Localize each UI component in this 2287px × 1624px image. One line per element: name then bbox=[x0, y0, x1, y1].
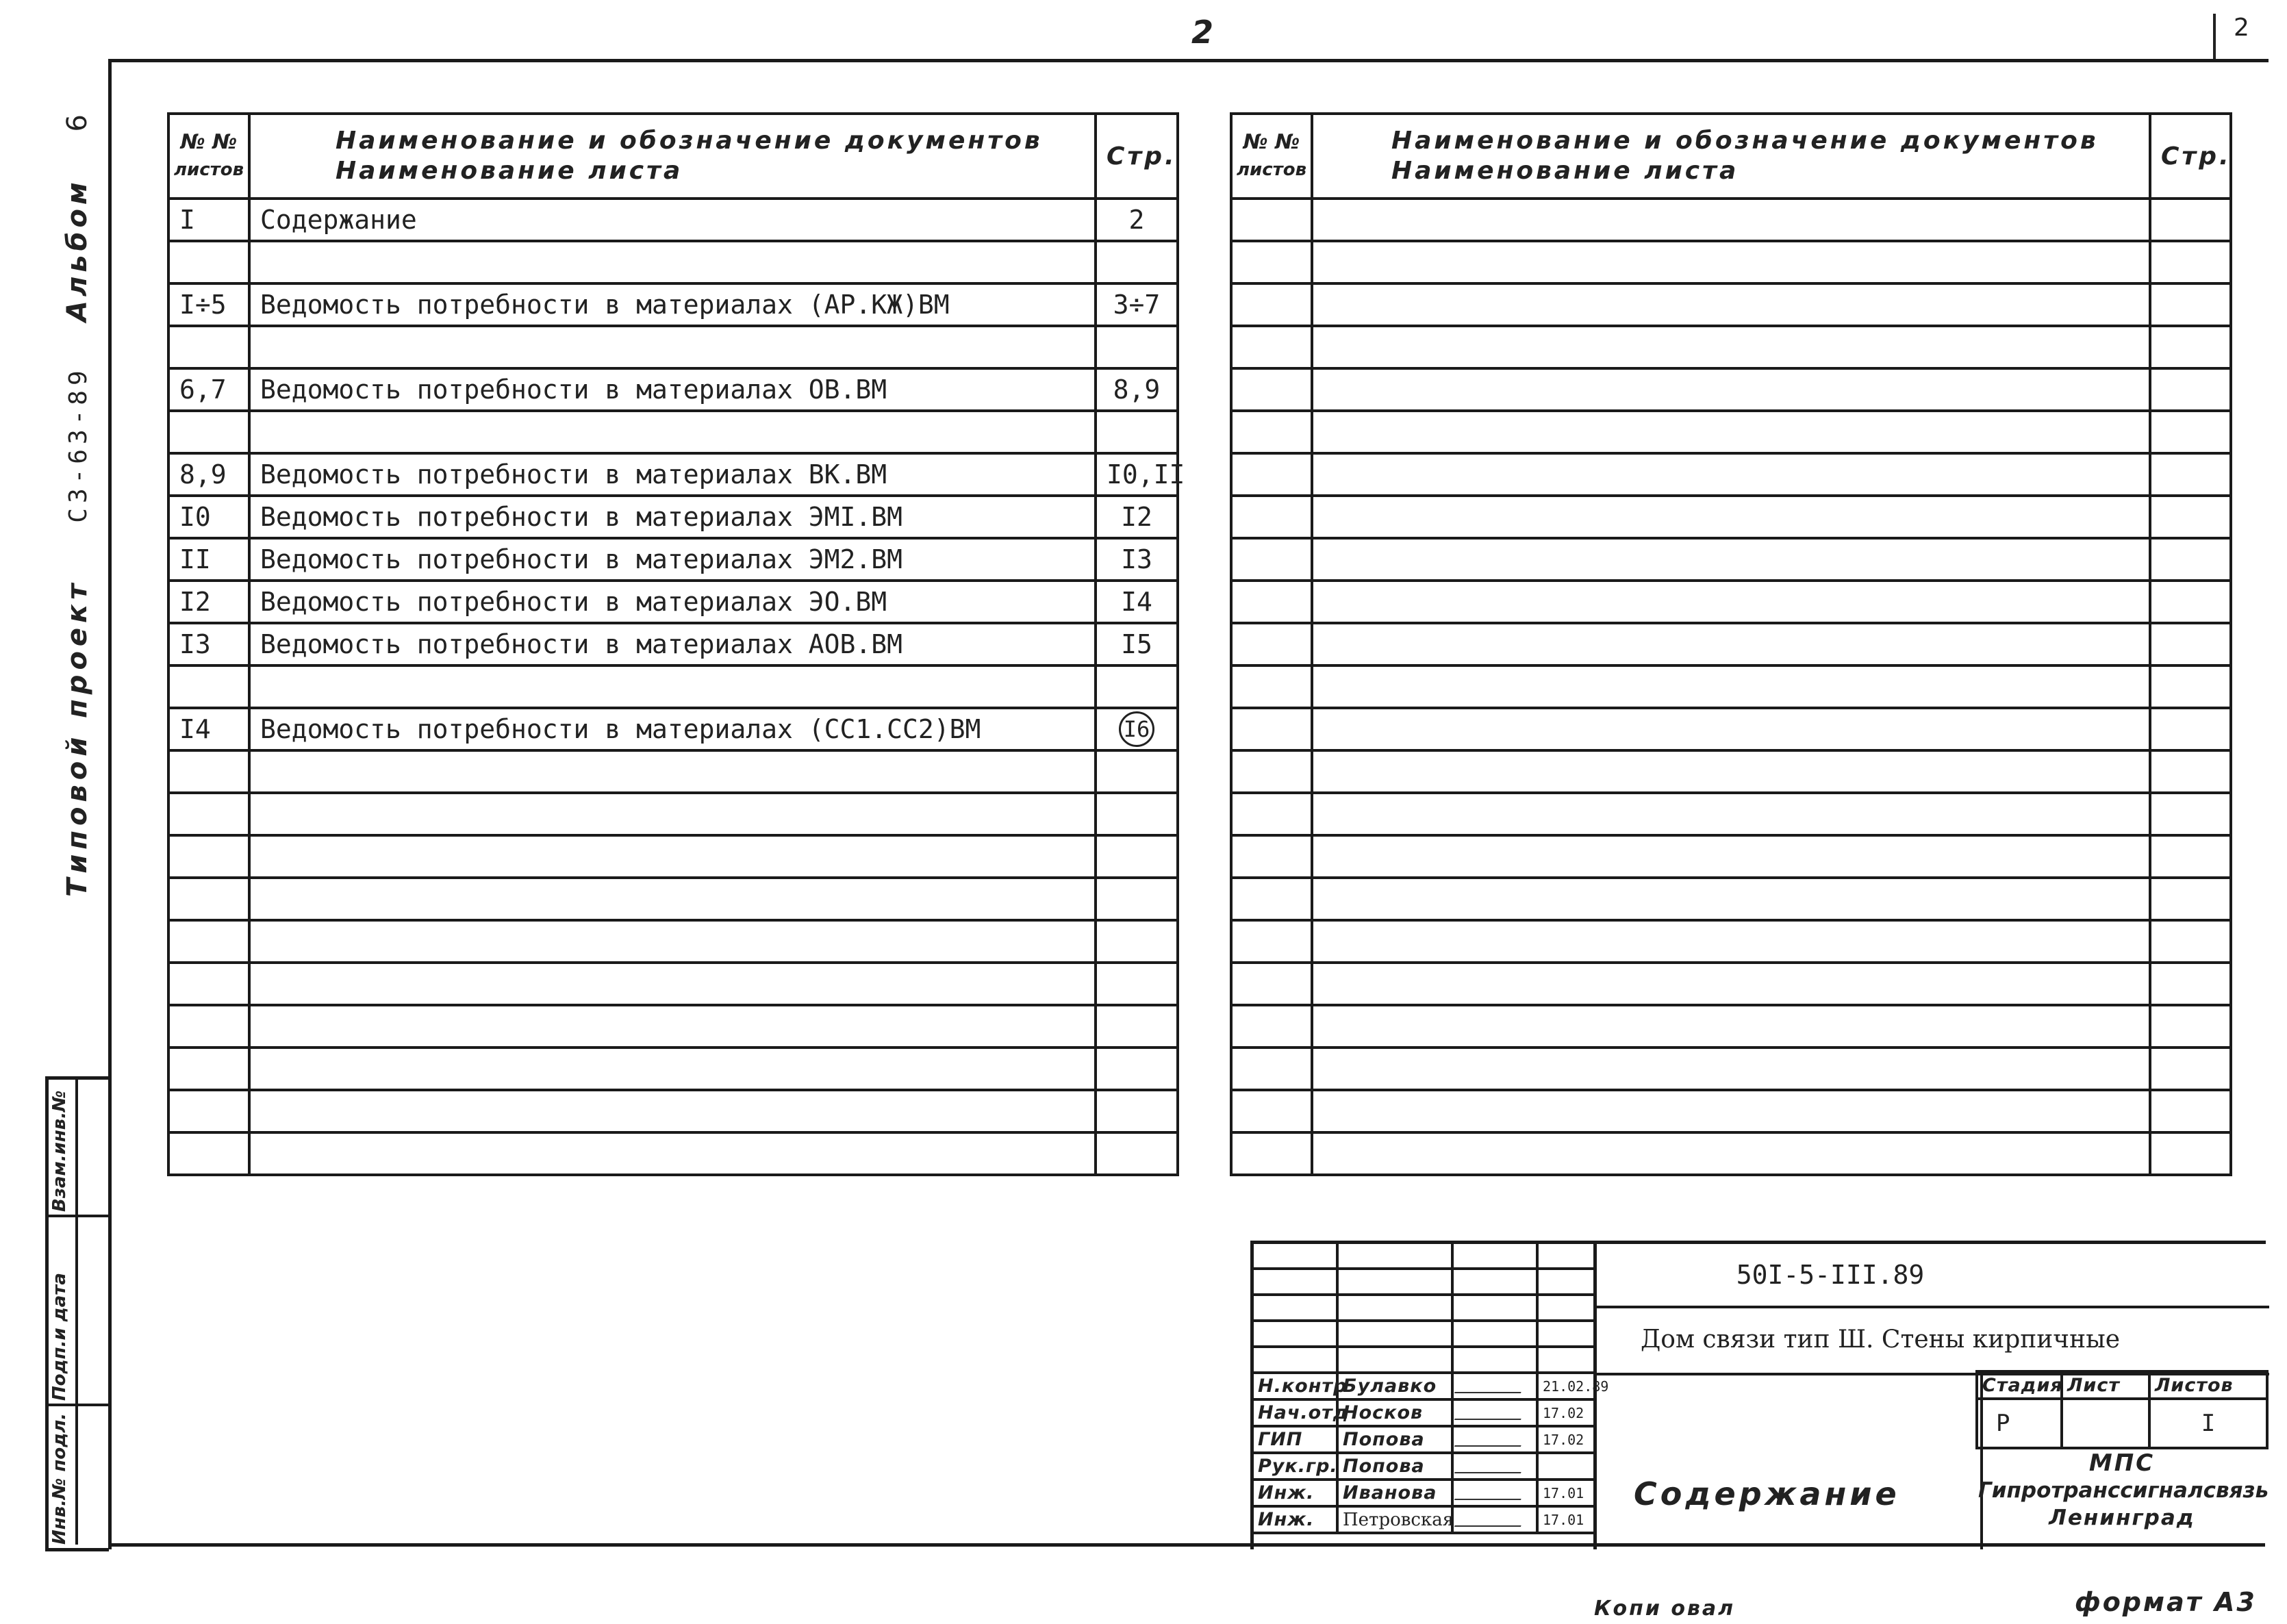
table-row bbox=[1231, 326, 2231, 368]
page-cell bbox=[2150, 920, 2231, 963]
table-row bbox=[168, 411, 1178, 453]
signature-date: 21.02.89 bbox=[1537, 1373, 1595, 1399]
table-row bbox=[1231, 1090, 2231, 1132]
document-name-cell bbox=[1312, 708, 2150, 750]
document-name-cell bbox=[249, 326, 1096, 368]
side-project-label bbox=[62, 366, 93, 897]
header-sheet-no-line1: № № bbox=[1243, 130, 1300, 154]
signature-row bbox=[1252, 1399, 1595, 1426]
album-number: 6 bbox=[62, 110, 93, 132]
page-cell bbox=[2150, 963, 2231, 1005]
sheet-no-cell: I4 bbox=[168, 708, 249, 750]
header-document-name bbox=[1312, 114, 2150, 199]
header-page: Стр. bbox=[2150, 114, 2231, 199]
page-cell bbox=[1096, 326, 1178, 368]
sheet-no-cell bbox=[1231, 581, 1312, 623]
document-name-cell: Содержание bbox=[249, 199, 1096, 241]
table-row bbox=[168, 241, 1178, 283]
document-name-cell: Ведомость потребности в материалах АОВ.ВМ bbox=[249, 623, 1096, 665]
sheet-no-cell bbox=[1231, 326, 1312, 368]
table-row bbox=[1231, 665, 2231, 708]
signature-name: Попова bbox=[1337, 1426, 1452, 1453]
signature-role: Инж. bbox=[1252, 1506, 1337, 1533]
sheet-no-cell: I÷5 bbox=[168, 283, 249, 326]
document-name-cell bbox=[1312, 1048, 2150, 1090]
sheet-no-cell bbox=[168, 963, 249, 1005]
signature-role: Нач.отд bbox=[1252, 1399, 1337, 1426]
sheet-no-cell bbox=[1231, 538, 1312, 581]
document-name-cell: Ведомость потребности в материалах (СС1.СС2)ВМ bbox=[249, 708, 1096, 750]
signature-name: Петровская bbox=[1337, 1506, 1452, 1533]
page-cell bbox=[1096, 708, 1178, 750]
document-name-cell bbox=[249, 1090, 1096, 1132]
side-stamp-divider-1 bbox=[45, 1215, 108, 1217]
sheet-no-cell bbox=[1231, 283, 1312, 326]
sheet-no-cell bbox=[1231, 708, 1312, 750]
document-name-cell bbox=[249, 750, 1096, 793]
table-row bbox=[1231, 793, 2231, 835]
sheet-no-cell bbox=[1231, 1048, 1312, 1090]
footer-copy-note: Копи овал bbox=[1594, 1597, 1736, 1621]
side-album-label bbox=[62, 110, 93, 322]
org-line2: Гипротранссигналсвязь bbox=[1978, 1478, 2269, 1503]
page-cell bbox=[1096, 963, 1178, 1005]
header-name-line2: Наименование листа bbox=[336, 157, 683, 185]
title-block-designation-cell bbox=[1593, 1244, 2269, 1308]
page-cell bbox=[2150, 411, 2231, 453]
page-cell: I2 bbox=[1096, 496, 1178, 538]
side-stamp-column-line bbox=[75, 1076, 78, 1545]
sheet-no-cell bbox=[1231, 665, 1312, 708]
document-name-cell bbox=[1312, 411, 2150, 453]
sheet-no-cell bbox=[168, 920, 249, 963]
stage-value: Р bbox=[1977, 1399, 2062, 1448]
signature-mark bbox=[1452, 1453, 1537, 1480]
top-page-number: 2 bbox=[1191, 14, 1214, 51]
signature-name: Булавко bbox=[1337, 1373, 1452, 1399]
document-name-cell bbox=[1312, 793, 2150, 835]
side-field-podp: Подп.и дата bbox=[49, 1273, 70, 1401]
page-cell bbox=[2150, 538, 2231, 581]
sheet-no-cell bbox=[168, 1132, 249, 1175]
table-row bbox=[168, 623, 1178, 665]
document-name-cell: Ведомость потребности в материалах ОВ.ВМ bbox=[249, 368, 1096, 411]
title-block-object-cell bbox=[1593, 1306, 2269, 1375]
sheet-value bbox=[2062, 1399, 2149, 1448]
document-name-cell bbox=[249, 878, 1096, 920]
handwritten-signature bbox=[1454, 1481, 1528, 1500]
handwritten-signature bbox=[1454, 1374, 1528, 1393]
table-row bbox=[168, 963, 1178, 1005]
table-row bbox=[1231, 368, 2231, 411]
sheet-no-cell bbox=[1231, 453, 1312, 496]
document-name-cell bbox=[1312, 920, 2150, 963]
table-row bbox=[168, 453, 1178, 496]
signature-mark bbox=[1452, 1373, 1537, 1399]
signature-name: Носков bbox=[1337, 1399, 1452, 1426]
signature-mark bbox=[1452, 1506, 1537, 1533]
document-name-cell bbox=[249, 411, 1096, 453]
sheet-no-cell bbox=[1231, 835, 1312, 878]
sheet-no-cell bbox=[168, 750, 249, 793]
handwritten-signature bbox=[1454, 1508, 1528, 1527]
title-block-people bbox=[1252, 1373, 1609, 1533]
object-name: Дом связи тип Ш. Стены кирпичные bbox=[1641, 1325, 2121, 1354]
header-name-line2: Наименование листа bbox=[1391, 157, 1739, 185]
sheet-no-cell bbox=[168, 241, 249, 283]
signature-date: 17.01 bbox=[1537, 1506, 1595, 1533]
table-row bbox=[168, 1132, 1178, 1175]
corner-page-number: 2 bbox=[2234, 14, 2249, 42]
handwritten-signature bbox=[1454, 1454, 1528, 1473]
title-block-stage-table bbox=[1975, 1370, 2269, 1449]
table-row bbox=[1231, 453, 2231, 496]
signature-row bbox=[1252, 1373, 1595, 1399]
sheet-no-cell bbox=[1231, 793, 1312, 835]
document-name-cell bbox=[1312, 581, 2150, 623]
page-cell: I4 bbox=[1096, 581, 1178, 623]
page-cell bbox=[2150, 1048, 2231, 1090]
document-name-cell bbox=[1312, 199, 2150, 241]
page-cell bbox=[2150, 835, 2231, 878]
table-row bbox=[1231, 750, 2231, 793]
signature-date: 17.01 bbox=[1537, 1480, 1595, 1506]
title-block-signatures bbox=[1251, 1241, 1609, 1534]
sheet-no-cell bbox=[168, 1005, 249, 1048]
sheet-label: Лист bbox=[2062, 1371, 2149, 1399]
sheet-no-cell bbox=[1231, 199, 1312, 241]
signature-role: Рук.гр. bbox=[1252, 1453, 1337, 1480]
table-row bbox=[168, 708, 1178, 750]
page-cell bbox=[1096, 665, 1178, 708]
table-row bbox=[1231, 283, 2231, 326]
table-row bbox=[1231, 878, 2231, 920]
sheet-no-cell bbox=[1231, 1132, 1312, 1175]
page-cell bbox=[1096, 1005, 1178, 1048]
sheet-no-cell: I3 bbox=[168, 623, 249, 665]
table-row bbox=[168, 283, 1178, 326]
document-name-cell bbox=[1312, 623, 2150, 665]
right-table-header bbox=[1231, 114, 2231, 199]
sheets-label: Листов bbox=[2149, 1371, 2267, 1399]
table-row bbox=[168, 665, 1178, 708]
signature-mark bbox=[1452, 1399, 1537, 1426]
table-row bbox=[168, 920, 1178, 963]
page-cell: 2 bbox=[1096, 199, 1178, 241]
document-name-cell bbox=[1312, 1132, 2150, 1175]
document-name-cell: Ведомость потребности в материалах ЭО.ВМ bbox=[249, 581, 1096, 623]
sheet-no-cell bbox=[168, 326, 249, 368]
page-cell bbox=[2150, 623, 2231, 665]
project-code: С3-63-89 bbox=[64, 366, 92, 523]
page-cell: I5 bbox=[1096, 623, 1178, 665]
document-name-cell bbox=[1312, 496, 2150, 538]
page-cell bbox=[2150, 878, 2231, 920]
document-name-cell bbox=[249, 1132, 1096, 1175]
left-table-header bbox=[168, 114, 1178, 199]
side-field-inv: Инв.№ подл. bbox=[49, 1412, 70, 1545]
page-cell bbox=[2150, 199, 2231, 241]
document-name-cell bbox=[1312, 326, 2150, 368]
sheet-no-cell bbox=[1231, 963, 1312, 1005]
org-line3: Ленинград bbox=[2049, 1506, 2195, 1530]
document-name-cell: Ведомость потребности в материалах (АР.КЖ)ВМ bbox=[249, 283, 1096, 326]
sheet-no-cell: I0 bbox=[168, 496, 249, 538]
header-name-line1: Наименование и обозначение документов bbox=[336, 127, 1043, 155]
page-cell bbox=[2150, 496, 2231, 538]
page-cell bbox=[1096, 750, 1178, 793]
table-row bbox=[1231, 241, 2231, 283]
left-table-body bbox=[168, 199, 1185, 1175]
handwritten-signature bbox=[1454, 1401, 1528, 1420]
document-name-cell bbox=[249, 1048, 1096, 1090]
sheet-no-cell bbox=[1231, 241, 1312, 283]
table-row bbox=[1231, 1132, 2231, 1175]
document-name-cell bbox=[249, 665, 1096, 708]
signature-row bbox=[1252, 1506, 1595, 1533]
title-block bbox=[1250, 1241, 2269, 1549]
page-cell: I3 bbox=[1096, 538, 1178, 581]
right-contents-table bbox=[1230, 112, 2232, 1176]
table-row bbox=[1231, 963, 2231, 1005]
sheet-no-cell bbox=[168, 1090, 249, 1132]
page-cell bbox=[2150, 1132, 2231, 1175]
sheet-no-cell bbox=[1231, 411, 1312, 453]
sheet-no-cell: 6,7 bbox=[168, 368, 249, 411]
page-cell bbox=[1096, 835, 1178, 878]
table-row bbox=[1231, 411, 2231, 453]
table-row bbox=[1231, 1005, 2231, 1048]
document-name-cell bbox=[1312, 878, 2150, 920]
table-row bbox=[168, 1048, 1178, 1090]
signature-role: Инж. bbox=[1252, 1480, 1337, 1506]
document-name-cell bbox=[249, 920, 1096, 963]
document-name-cell bbox=[1312, 1090, 2150, 1132]
table-row bbox=[168, 496, 1178, 538]
header-sheet-no bbox=[168, 114, 249, 199]
document-name-cell bbox=[1312, 750, 2150, 793]
right-table-body bbox=[1231, 199, 2231, 1175]
signature-mark bbox=[1452, 1480, 1537, 1506]
page-cell bbox=[2150, 1090, 2231, 1132]
page-cell bbox=[1096, 241, 1178, 283]
page-cell bbox=[1096, 878, 1178, 920]
header-sheet-no-line2: листов bbox=[1236, 160, 1307, 180]
sheet-no-cell: II bbox=[168, 538, 249, 581]
table-row bbox=[1231, 708, 2231, 750]
page-cell bbox=[2150, 453, 2231, 496]
side-field-vzam: Взам.инв.№ bbox=[49, 1090, 70, 1212]
page-cell bbox=[1096, 411, 1178, 453]
sheet-no-cell bbox=[168, 411, 249, 453]
page-cell bbox=[2150, 241, 2231, 283]
table-row bbox=[168, 538, 1178, 581]
signature-row bbox=[1252, 1480, 1595, 1506]
sheet-no-cell bbox=[1231, 750, 1312, 793]
table-row bbox=[168, 581, 1178, 623]
document-name-cell bbox=[249, 793, 1096, 835]
table-row bbox=[1231, 1048, 2231, 1090]
header-sheet-no-line2: листов bbox=[173, 160, 244, 180]
sheet-no-cell: I2 bbox=[168, 581, 249, 623]
sheets-value: I bbox=[2149, 1399, 2267, 1448]
sheet-no-cell bbox=[168, 878, 249, 920]
signature-date bbox=[1537, 1453, 1595, 1480]
table-row bbox=[1231, 581, 2231, 623]
page-cell bbox=[1096, 1048, 1178, 1090]
sheet-no-cell bbox=[168, 665, 249, 708]
page-cell bbox=[1096, 1132, 1178, 1175]
stage-label: Стадия bbox=[1977, 1371, 2062, 1399]
table-row bbox=[1231, 920, 2231, 963]
document-name-cell bbox=[1312, 665, 2150, 708]
sheet-no-cell bbox=[1231, 1090, 1312, 1132]
signature-date: 17.02 bbox=[1537, 1426, 1595, 1453]
sheet-no-cell: 8,9 bbox=[168, 453, 249, 496]
signature-name: Иванова bbox=[1337, 1480, 1452, 1506]
table-row bbox=[168, 326, 1178, 368]
sheet-no-cell bbox=[168, 1048, 249, 1090]
page-cell bbox=[1096, 920, 1178, 963]
table-row bbox=[1231, 835, 2231, 878]
page-cell bbox=[2150, 708, 2231, 750]
document-name-cell bbox=[1312, 963, 2150, 1005]
page-cell: I0,II bbox=[1096, 453, 1178, 496]
table-row bbox=[1231, 538, 2231, 581]
page-cell bbox=[2150, 368, 2231, 411]
table-row bbox=[168, 750, 1178, 793]
page-cell bbox=[2150, 793, 2231, 835]
document-name-cell bbox=[249, 241, 1096, 283]
sheet-no-cell bbox=[1231, 496, 1312, 538]
sheet-no-cell bbox=[168, 793, 249, 835]
signature-name: Попова bbox=[1337, 1453, 1452, 1480]
document-name-cell bbox=[249, 1005, 1096, 1048]
title-block-organization bbox=[1978, 1449, 2269, 1549]
page-cell bbox=[2150, 1005, 2231, 1048]
document-name-cell bbox=[1312, 835, 2150, 878]
sheet-no-cell bbox=[168, 835, 249, 878]
signature-mark bbox=[1452, 1426, 1537, 1453]
table-row bbox=[1231, 623, 2231, 665]
document-name-cell bbox=[1312, 453, 2150, 496]
album-label: Альбом bbox=[62, 178, 93, 322]
document-name-cell: Ведомость потребности в материалах ЭМ2.ВМ bbox=[249, 538, 1096, 581]
document-name-cell bbox=[1312, 538, 2150, 581]
sheet-no-cell: I bbox=[168, 199, 249, 241]
footer-format: формат А3 bbox=[2075, 1587, 2257, 1617]
page-cell bbox=[2150, 283, 2231, 326]
document-name-cell bbox=[249, 963, 1096, 1005]
side-stamp-divider-2 bbox=[45, 1404, 108, 1406]
document-name-cell bbox=[1312, 241, 2150, 283]
sheet-no-cell bbox=[1231, 878, 1312, 920]
document-name-cell bbox=[1312, 1005, 2150, 1048]
signature-row bbox=[1252, 1426, 1595, 1453]
header-sheet-no bbox=[1231, 114, 1312, 199]
header-sheet-no-line1: № № bbox=[180, 130, 238, 154]
signature-role: ГИП bbox=[1252, 1426, 1337, 1453]
table-row bbox=[1231, 199, 2231, 241]
signature-row bbox=[1252, 1453, 1595, 1480]
sheet-no-cell bbox=[1231, 368, 1312, 411]
org-line1: МПС bbox=[2088, 1449, 2156, 1477]
sheet-no-cell bbox=[1231, 623, 1312, 665]
page-cell bbox=[1096, 1090, 1178, 1132]
signature-role: Н.контр bbox=[1252, 1373, 1337, 1399]
left-contents-table bbox=[167, 112, 1185, 1176]
sheet-no-cell bbox=[1231, 1005, 1312, 1048]
table-row bbox=[168, 878, 1178, 920]
table-row bbox=[1231, 496, 2231, 538]
corner-separator bbox=[2213, 14, 2216, 59]
page-cell: 8,9 bbox=[1096, 368, 1178, 411]
signature-date: 17.02 bbox=[1537, 1399, 1595, 1426]
title-block-sheet-title-cell bbox=[1593, 1373, 1983, 1549]
document-name-cell: Ведомость потребности в материалах ВК.ВМ bbox=[249, 453, 1096, 496]
handwritten-signature bbox=[1454, 1428, 1528, 1447]
page-cell bbox=[2150, 665, 2231, 708]
table-row bbox=[168, 835, 1178, 878]
sheet-no-cell bbox=[1231, 920, 1312, 963]
designation: 50I-5-III.89 bbox=[1736, 1260, 1925, 1290]
document-name-cell bbox=[249, 835, 1096, 878]
table-row bbox=[168, 1005, 1178, 1048]
page-cell bbox=[2150, 326, 2231, 368]
header-name-line1: Наименование и обозначение документов bbox=[1391, 127, 2099, 155]
table-row bbox=[168, 368, 1178, 411]
page-cell bbox=[1096, 793, 1178, 835]
table-row bbox=[168, 1090, 1178, 1132]
project-label: Типовой проект bbox=[62, 579, 93, 897]
table-row bbox=[168, 199, 1178, 241]
header-document-name bbox=[249, 114, 1096, 199]
document-name-cell: Ведомость потребности в материалах ЭМI.ВМ bbox=[249, 496, 1096, 538]
document-name-cell bbox=[1312, 283, 2150, 326]
document-name-cell bbox=[1312, 368, 2150, 411]
page-cell: 3÷7 bbox=[1096, 283, 1178, 326]
page-cell bbox=[2150, 581, 2231, 623]
table-row bbox=[168, 793, 1178, 835]
circled-page-number: I6 bbox=[1119, 711, 1154, 747]
page-cell bbox=[2150, 750, 2231, 793]
sheet-title: Содержание bbox=[1634, 1475, 1900, 1512]
header-page: Стр. bbox=[1096, 114, 1178, 199]
